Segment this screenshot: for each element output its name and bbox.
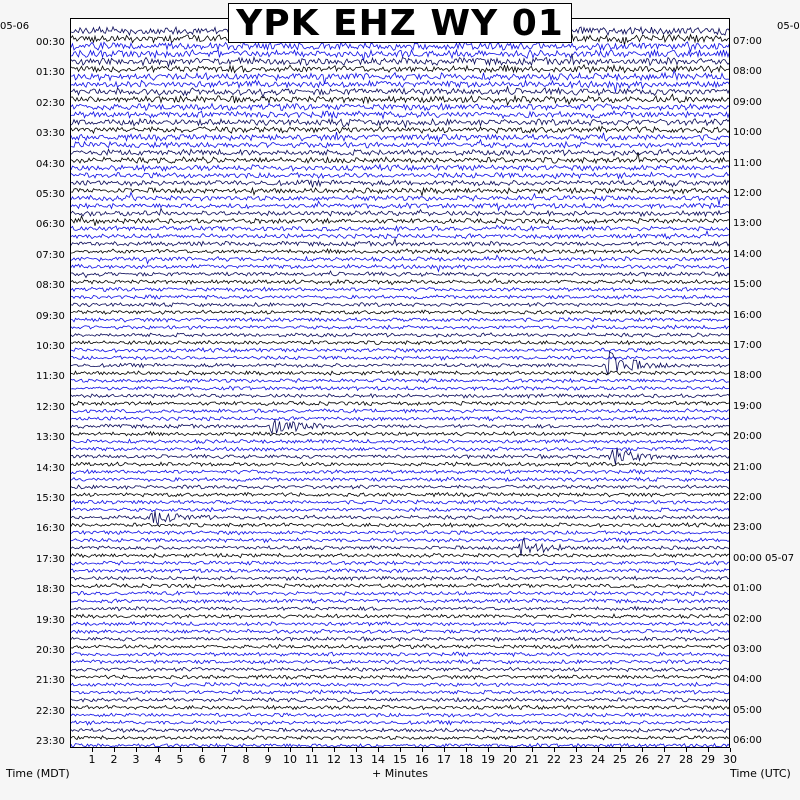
left-hour-label: 08:30 <box>36 280 65 292</box>
left-hour-label: 07:30 <box>36 249 65 261</box>
x-tick-mark <box>686 748 687 752</box>
trace-row-59 <box>71 477 730 481</box>
right-hour-label: 23:00 <box>733 522 762 534</box>
trace-row-28 <box>71 239 730 246</box>
x-tick-label: 11 <box>305 753 319 766</box>
right-hour-label: 03:00 <box>733 644 762 655</box>
trace-row-45 <box>71 371 730 375</box>
start-date-label: 05-06 <box>0 21 30 32</box>
trace-row-91 <box>71 721 730 725</box>
x-tick-mark <box>202 748 203 752</box>
x-tick-label: 5 <box>176 753 184 766</box>
trace-row-11 <box>71 111 730 118</box>
x-tick-mark <box>730 748 731 752</box>
x-tick-label: 26 <box>635 753 649 766</box>
trace-row-38 <box>71 318 730 322</box>
trace-row-77 <box>71 614 730 618</box>
x-tick-mark <box>356 748 357 752</box>
x-tick-mark <box>708 748 709 752</box>
x-tick-label: 29 <box>701 753 715 766</box>
left-hour-label: 05:30 <box>36 189 65 200</box>
trace-row-26 <box>71 225 730 231</box>
trace-row-94 <box>71 743 730 747</box>
trace-row-9 <box>71 94 730 105</box>
right-hour-label: 01:00 <box>733 583 762 595</box>
x-tick-label: 7 <box>220 753 228 766</box>
x-tick-label: 28 <box>679 753 693 766</box>
x-tick-mark <box>92 748 93 752</box>
trace-row-5 <box>71 65 730 73</box>
trace-row-79 <box>71 629 730 633</box>
x-tick-label: 8 <box>242 753 250 766</box>
x-tick-mark <box>554 748 555 752</box>
trace-row-23 <box>71 201 730 210</box>
trace-row-8 <box>71 87 730 98</box>
trace-row-73 <box>71 584 730 588</box>
left-hour-label: 00:30 <box>36 37 65 48</box>
trace-row-62 <box>71 500 730 504</box>
x-tick-mark <box>136 748 137 752</box>
x-tick-label: 6 <box>198 753 206 766</box>
x-tick-label: 14 <box>371 753 385 766</box>
trace-row-29 <box>71 249 730 254</box>
trace-row-34 <box>71 287 730 291</box>
trace-row-53 <box>71 432 730 436</box>
trace-row-49 <box>71 401 730 405</box>
trace-row-89 <box>71 705 730 709</box>
x-tick-mark <box>620 748 621 752</box>
trace-row-6 <box>71 71 730 85</box>
seismogram-traces <box>71 19 730 748</box>
left-hour-label: 04:30 <box>36 158 65 170</box>
left-hour-label: 14:30 <box>36 462 65 474</box>
trace-row-36 <box>71 303 730 307</box>
end-date-label: 05-0 <box>777 21 800 32</box>
left-hour-label: 12:30 <box>36 401 65 413</box>
x-tick-mark <box>664 748 665 752</box>
trace-row-44 <box>71 352 730 376</box>
trace-row-78 <box>71 622 730 626</box>
left-hour-label: 01:30 <box>36 67 65 79</box>
x-tick-label: 13 <box>349 753 363 766</box>
trace-row-13 <box>71 126 730 133</box>
trace-row-55 <box>71 447 730 451</box>
x-tick-mark <box>444 748 445 752</box>
left-hour-label: 11:30 <box>36 371 65 383</box>
right-hour-label: 05:00 <box>733 704 762 716</box>
trace-row-54 <box>71 439 730 443</box>
trace-row-20 <box>71 180 730 187</box>
trace-row-92 <box>71 728 730 732</box>
trace-row-51 <box>71 417 730 421</box>
trace-row-32 <box>71 271 730 277</box>
right-hour-label: 17:00 <box>733 340 762 351</box>
trace-row-10 <box>71 104 730 111</box>
trace-row-60 <box>71 485 730 489</box>
left-hour-label: 21:30 <box>36 675 65 687</box>
x-tick-mark <box>510 748 511 752</box>
left-hour-label: 02:30 <box>36 97 65 109</box>
trace-row-33 <box>71 279 730 285</box>
x-tick-mark <box>576 748 577 752</box>
trace-row-85 <box>71 675 730 679</box>
x-tick-label: 21 <box>525 753 539 766</box>
trace-row-50 <box>71 409 730 413</box>
right-hour-label: 00:00 05-07 <box>733 552 795 564</box>
trace-row-65 <box>71 523 730 527</box>
x-tick-label: 18 <box>459 753 473 766</box>
right-axis-label: Time (UTC) <box>730 767 791 780</box>
trace-row-72 <box>71 576 730 580</box>
trace-row-93 <box>71 736 730 740</box>
right-hour-label: 10:00 <box>733 127 762 139</box>
x-tick-label: 23 <box>569 753 583 766</box>
x-tick-label: 15 <box>393 753 407 766</box>
trace-row-71 <box>71 569 730 573</box>
x-tick-label: 3 <box>132 753 140 766</box>
x-tick-label: 1 <box>88 753 96 766</box>
left-hour-label: 13:30 <box>36 432 65 444</box>
x-tick-label: 20 <box>503 753 517 766</box>
trace-row-80 <box>71 637 730 641</box>
right-hour-label: 07:00 <box>733 36 762 47</box>
left-hour-label: 09:30 <box>36 310 65 322</box>
x-tick-label: 16 <box>415 753 429 766</box>
right-hour-label: 20:00 <box>733 431 762 443</box>
x-tick-mark <box>180 748 181 752</box>
trace-row-52 <box>71 420 730 434</box>
x-tick-label: 12 <box>327 753 341 766</box>
trace-row-18 <box>71 165 730 171</box>
x-tick-mark <box>246 748 247 752</box>
trace-row-21 <box>71 188 730 196</box>
trace-row-24 <box>71 209 730 217</box>
trace-row-84 <box>71 667 730 671</box>
right-hour-label: 18:00 <box>733 370 762 382</box>
right-hour-label: 12:00 <box>733 188 762 199</box>
right-hour-label: 04:00 <box>733 674 762 686</box>
trace-row-3 <box>71 50 730 61</box>
trace-row-82 <box>71 652 730 656</box>
trace-row-15 <box>71 140 730 148</box>
x-tick-mark <box>400 748 401 752</box>
right-hour-label: 21:00 <box>733 461 762 473</box>
x-tick-mark <box>312 748 313 752</box>
right-hour-label: 16:00 <box>733 309 762 321</box>
trace-row-83 <box>71 660 730 664</box>
trace-row-70 <box>71 561 730 565</box>
x-tick-mark <box>378 748 379 752</box>
left-hour-label: 16:30 <box>36 523 65 535</box>
x-tick-label: 22 <box>547 753 561 766</box>
trace-row-17 <box>71 153 730 163</box>
left-hour-label: 19:30 <box>36 614 65 626</box>
x-tick-mark <box>466 748 467 752</box>
x-tick-mark <box>532 748 533 752</box>
x-tick-mark <box>488 748 489 752</box>
trace-row-66 <box>71 531 730 535</box>
x-tick-label: 30 <box>723 753 737 766</box>
left-hour-label: 20:30 <box>36 645 65 656</box>
left-hour-label: 17:30 <box>36 553 65 565</box>
x-tick-label: 24 <box>591 753 605 766</box>
x-tick-mark <box>642 748 643 752</box>
right-hour-label: 06:00 <box>733 735 762 747</box>
seismogram-plot-area <box>70 18 730 748</box>
trace-row-64 <box>71 511 730 525</box>
left-hour-label: 23:30 <box>36 736 65 748</box>
trace-row-69 <box>71 553 730 557</box>
left-hour-label: 10:30 <box>36 341 65 352</box>
trace-row-76 <box>71 607 730 611</box>
right-hour-label: 14:00 <box>733 248 762 260</box>
trace-row-75 <box>71 599 730 603</box>
x-tick-mark <box>268 748 269 752</box>
trace-row-90 <box>71 713 730 717</box>
x-tick-mark <box>290 748 291 752</box>
trace-row-30 <box>71 255 730 263</box>
trace-row-25 <box>71 216 730 226</box>
left-axis-label: Time (MDT) <box>6 767 70 780</box>
left-hour-label: 22:30 <box>36 705 65 717</box>
x-tick-mark <box>422 748 423 752</box>
trace-row-88 <box>71 698 730 702</box>
right-hour-label: 19:00 <box>733 400 762 412</box>
right-hour-label: 15:00 <box>733 279 762 291</box>
left-hour-label: 15:30 <box>36 493 65 504</box>
trace-row-37 <box>71 310 730 314</box>
trace-row-67 <box>71 538 730 542</box>
trace-row-41 <box>71 341 730 345</box>
x-tick-label: 19 <box>481 753 495 766</box>
x-tick-label: 17 <box>437 753 451 766</box>
trace-row-39 <box>71 325 730 329</box>
trace-row-19 <box>71 172 730 178</box>
trace-row-22 <box>71 192 730 205</box>
trace-row-58 <box>71 470 730 474</box>
station-title: YPK EHZ WY 01 <box>228 3 572 43</box>
trace-row-12 <box>71 119 730 128</box>
trace-row-63 <box>71 508 730 512</box>
x-tick-mark <box>114 748 115 752</box>
x-tick-label: 9 <box>264 753 272 766</box>
trace-row-27 <box>71 231 730 239</box>
trace-row-42 <box>71 348 730 352</box>
trace-row-57 <box>71 462 730 466</box>
trace-row-35 <box>71 295 730 299</box>
x-tick-label: 10 <box>283 753 297 766</box>
left-hour-label: 06:30 <box>36 219 65 231</box>
x-tick-label: 4 <box>154 753 162 766</box>
trace-row-46 <box>71 379 730 383</box>
right-hour-label: 09:00 <box>733 96 762 108</box>
x-tick-label: 27 <box>657 753 671 766</box>
trace-row-43 <box>71 356 730 360</box>
trace-row-4 <box>71 54 730 67</box>
right-hour-label: 08:00 <box>733 66 762 78</box>
trace-row-40 <box>71 333 730 337</box>
trace-row-61 <box>71 493 730 497</box>
left-hour-label: 18:30 <box>36 584 65 596</box>
trace-row-87 <box>71 690 730 694</box>
trace-row-31 <box>71 264 730 271</box>
x-tick-label: 25 <box>613 753 627 766</box>
left-hour-label: 03:30 <box>36 128 65 140</box>
right-hour-label: 13:00 <box>733 218 762 230</box>
trace-row-74 <box>71 591 730 595</box>
trace-row-14 <box>71 132 730 142</box>
trace-row-16 <box>71 149 730 155</box>
x-tick-label: 2 <box>110 753 118 766</box>
trace-row-47 <box>71 386 730 390</box>
trace-row-81 <box>71 645 730 649</box>
x-tick-mark <box>598 748 599 752</box>
x-tick-mark <box>158 748 159 752</box>
right-hour-label: 22:00 <box>733 492 762 503</box>
trace-row-86 <box>71 683 730 687</box>
right-hour-label: 02:00 <box>733 613 762 625</box>
trace-row-48 <box>71 394 730 398</box>
x-axis-label: + Minutes <box>372 767 429 780</box>
x-tick-mark <box>224 748 225 752</box>
x-tick-mark <box>334 748 335 752</box>
right-hour-label: 11:00 <box>733 157 762 169</box>
